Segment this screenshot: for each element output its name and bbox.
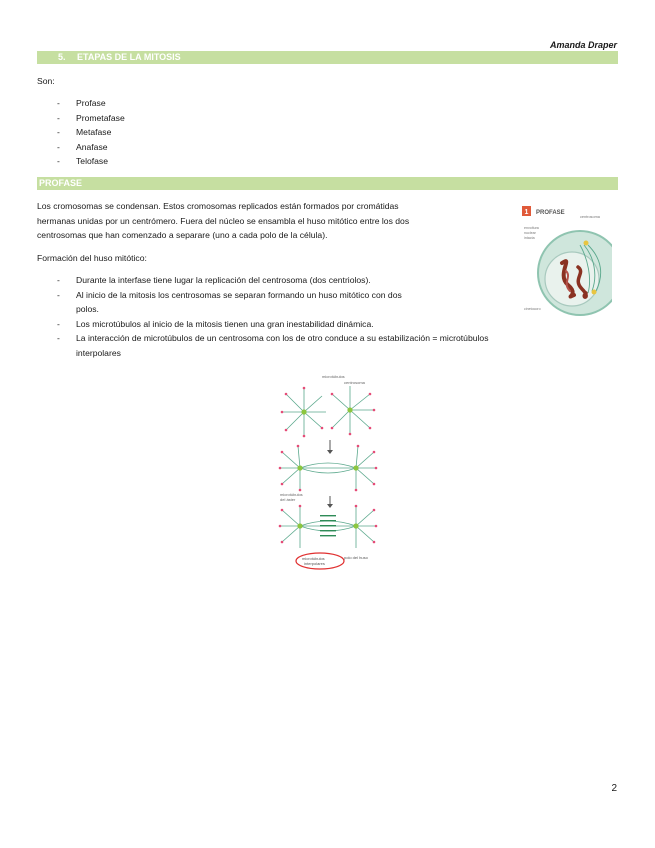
centrosome (353, 465, 358, 470)
fig-label-intacta: intacta (524, 236, 535, 240)
overlap-zone (320, 515, 336, 536)
fig-label-microtubulos-interp: microtúbulos (302, 556, 325, 561)
page-number: 2 (611, 783, 617, 794)
fig-label-microtubulos: microtúbulos (322, 374, 345, 379)
list-item (37, 331, 612, 360)
microtubule-tips (279, 505, 378, 544)
list-item: - Telofase (37, 154, 125, 169)
list-item: - Profase (37, 96, 125, 111)
intro-text: Son: (37, 76, 55, 86)
bullet-line: polos. (76, 304, 99, 314)
section-title: ETAPAS DE LA MITOSIS (77, 52, 181, 62)
list-item: - Prometafase (37, 111, 125, 126)
spindle-formation-title: Formación del huso mitótico: (37, 253, 147, 263)
fig-label-microtubulos-aster: microtúbulos (280, 492, 303, 497)
fig-label-cinetocoro: cinetocoro (524, 307, 541, 311)
fig-label-del-aster: del áster (280, 497, 296, 502)
figure-badge-label: PROFASE (536, 210, 565, 216)
centrosome-bottom (592, 290, 597, 295)
paragraph-line: hermanas unidas por un centrómero. Fuera del núcleo se ensambla el huso mitótico entre los dos (37, 215, 410, 226)
centrosome (301, 409, 306, 414)
fig-label-polo-huso: polo del huso (344, 555, 368, 560)
paragraph-line: centrosomas que han comenzado a separare (uno a cada polo de la célula). (37, 230, 328, 240)
fig-label-nuclear: nuclear (524, 231, 536, 235)
centrosome (353, 523, 358, 528)
centrosome (347, 407, 352, 412)
figure-badge-number: 1 (524, 209, 529, 216)
centrosome (297, 465, 302, 470)
fig-label-envoltura: envoltura (524, 226, 539, 230)
aster-right (332, 386, 374, 434)
spindle-formation-figure (278, 372, 378, 570)
stages-list (37, 96, 125, 169)
bullet-line: interpolares (76, 347, 121, 358)
bullet-line: Los microtúbulos al inicio de la mitosis tienen una gran inestabilidad dinámica. (76, 318, 374, 329)
aster-pair-middle (280, 446, 376, 490)
profase-paragraph (37, 199, 517, 243)
aster-pair-bottom (280, 506, 376, 548)
arrow-head (327, 504, 333, 508)
list-item: - Anafase (37, 140, 125, 155)
bullet-line: Durante la interfase tiene lugar la replicación del centrosoma (dos centriolos). (76, 275, 371, 285)
centrosome (297, 523, 302, 528)
section-number: 5. (58, 52, 66, 62)
profase-cell-figure (522, 203, 612, 330)
profase-heading-bar: PROFASE (37, 177, 618, 190)
fig-label-centrosoma: centrosoma (344, 380, 365, 385)
centrosome-top (584, 241, 589, 246)
section-5-heading-bar (37, 51, 618, 64)
fig-label-centrosoma: centrosoma (580, 215, 600, 219)
bullet-line: La interacción de microtúbulos de un centrosoma con los de otro conduce a su estabilización = microtúbulos (76, 333, 489, 343)
fig-label-interpolares: interpolares (304, 561, 325, 566)
arrow-head (327, 450, 333, 454)
author-name: Amanda Draper (549, 40, 617, 50)
list-item: - Metafase (37, 125, 125, 140)
paragraph-line: Los cromosomas se condensan. Estos cromosomas replicados están formados por cromátidas (37, 201, 399, 211)
bullet-line: Al inicio de la mitosis los centrosomas se separan formando un huso mitótico con dos (76, 289, 402, 300)
